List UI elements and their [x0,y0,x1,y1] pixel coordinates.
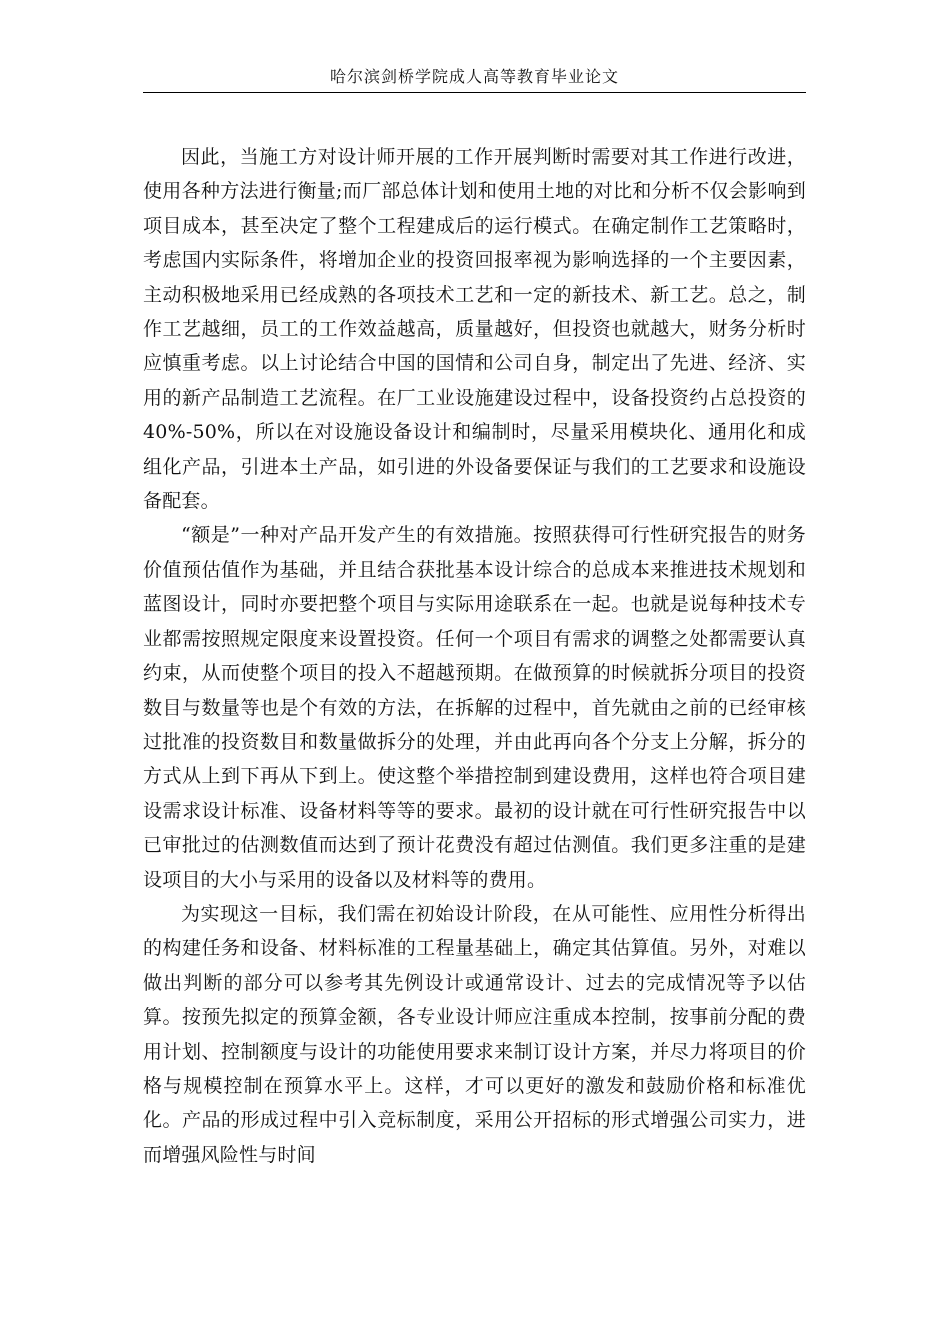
paragraph-2: “额是”一种对产品开发产生的有效措施。按照获得可行性研究报告的财务价值预估值作为基础，并且结合获批基本设计综合的总成本来推进技术规划和蓝图设计，同时亦要把整个项目与实际用途联系在一起。也就是说每种技术专业都需按照规定限度来设置投资。任何一个项目有需求的调整之处都需要认真约束，从而使整个项目的投入不超越预期。在做预算的时候就拆分项目的投资数目与数量等也是个有效的方法，在拆解的过程中，首先就由之前的已经审核过批准的投资数目和数量做拆分的处理，并由此再向各个分支上分解，拆分的方式从上到下再从下到上。使这整个举措控制到建设费用，这样也符合项目建设需求设计标准、设备材料等等的要求。最初的设计就在可行性研究报告中以已审批过的估测数值而达到了预计花费没有超过估测值。我们更多注重的是建设项目的大小与采用的设备以及材料等的费用。 [143,524,806,891]
body-text [143,140,806,1172]
paragraph-1: 因此，当施工方对设计师开展的工作开展判断时需要对其工作进行改进，使用各种方法进行衡量;而厂部总体计划和使用土地的对比和分析不仅会影响到项目成本，甚至决定了整个工程建成后的运行模式。在确定制作工艺策略时，考虑国内实际条件，将增加企业的投资回报率视为影响选择的一个主要因素，主动积极地采用已经成熟的各项技术工艺和一定的新技术、新工艺。总之，制作工艺越细，员工的工作效益越高，质量越好，但投资也就越大，财务分析时应慎重考虑。以上讨论结合中国的国情和公司自身，制定出了先进、经济、实用的新产品制造工艺流程。在厂工业设施建设过程中，设备投资约占总投资的 40%-50%，所以在对设施设备设计和编制时，尽量采用模块化、通用化和成组化产品，引进本土产品，如引进的外设备要保证与我们的工艺要求和设施设备配套。 [143,146,806,513]
paragraph-3: 为实现这一目标，我们需在初始设计阶段，在从可能性、应用性分析得出的构建任务和设备、材料标准的工程量基础上，确定其估算值。另外，对难以做出判断的部分可以参考其先例设计或通常设计、过去的完成情况等予以估算。按预先拟定的预算金额，各专业设计师应注重成本控制，按事前分配的费用计划、控制额度与设计的功能使用要求来制订设计方案，并尽力将项目的价格与规模控制在预算水平上。这样，才可以更好的激发和鼓励价格和标准优化。产品的形成过程中引入竞标制度，采用公开招标的形式增强公司实力，进而增强风险性与时间 [143,902,806,1166]
page-header: 哈尔滨剑桥学院成人高等教育毕业论文 [143,62,806,93]
